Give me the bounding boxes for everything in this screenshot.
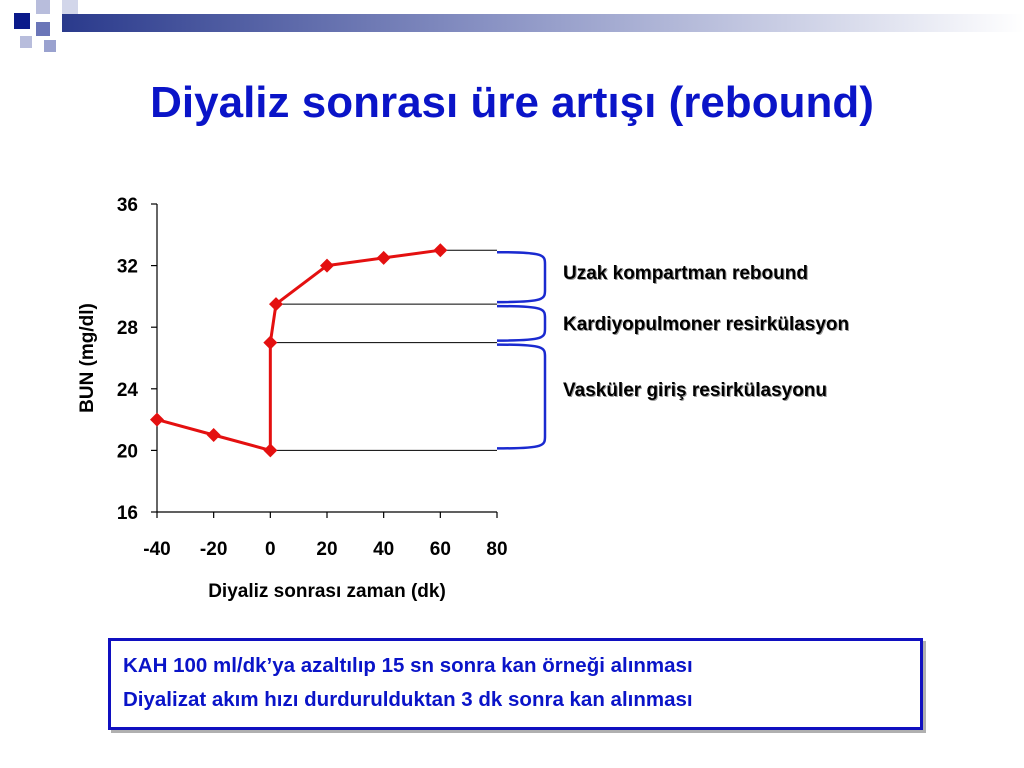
y-tick-label: 20 (116, 441, 138, 463)
x-tick-label: 60 (429, 539, 451, 560)
annotation-distant-compartment: Uzak kompartman rebound (563, 263, 808, 284)
bun-data-point (263, 336, 277, 350)
y-tick-label: 36 (116, 195, 138, 216)
x-tick-label: 0 (265, 539, 276, 560)
notes-box (108, 638, 923, 730)
bun-data-point (207, 428, 221, 442)
bun-data-point (150, 413, 164, 427)
y-tick-label: 28 (116, 318, 138, 340)
x-tick-label: 40 (373, 539, 395, 560)
bun-data-point (263, 443, 277, 457)
slide-title: Diyaliz sonrası üre artışı (rebound) (150, 78, 874, 127)
annotation-bracket (497, 345, 545, 449)
bun-data-point (377, 251, 391, 265)
x-tick-label: -40 (143, 539, 171, 560)
annotation-bracket (497, 252, 545, 302)
annotation-cardiopulmonary: Kardiyopulmoner resirkülasyon (563, 314, 850, 335)
bun-series-line (157, 250, 440, 450)
y-tick-label: 32 (116, 256, 138, 278)
y-tick-label: 16 (116, 503, 138, 524)
x-tick-label: 20 (316, 539, 338, 560)
x-tick-label: 80 (486, 539, 508, 560)
note-line-2: Diyalizat akım hızı durdurulduktan 3 dk sonra kan alınması (123, 688, 693, 711)
annotation-vascular-access: Vasküler giriş resirkülasyonu (563, 380, 828, 401)
y-tick-label: 24 (116, 379, 138, 401)
x-axis-title: Diyaliz sonrası zaman (dk) (208, 581, 446, 602)
note-line-1: KAH 100 ml/dk’ya azaltılıp 15 sn sonra kan örneği alınması (123, 654, 693, 677)
y-axis-title: BUN (mg/dl) (77, 303, 98, 413)
annotation-bracket (497, 306, 545, 341)
x-tick-label: -20 (199, 539, 228, 560)
bun-data-point (433, 243, 447, 257)
